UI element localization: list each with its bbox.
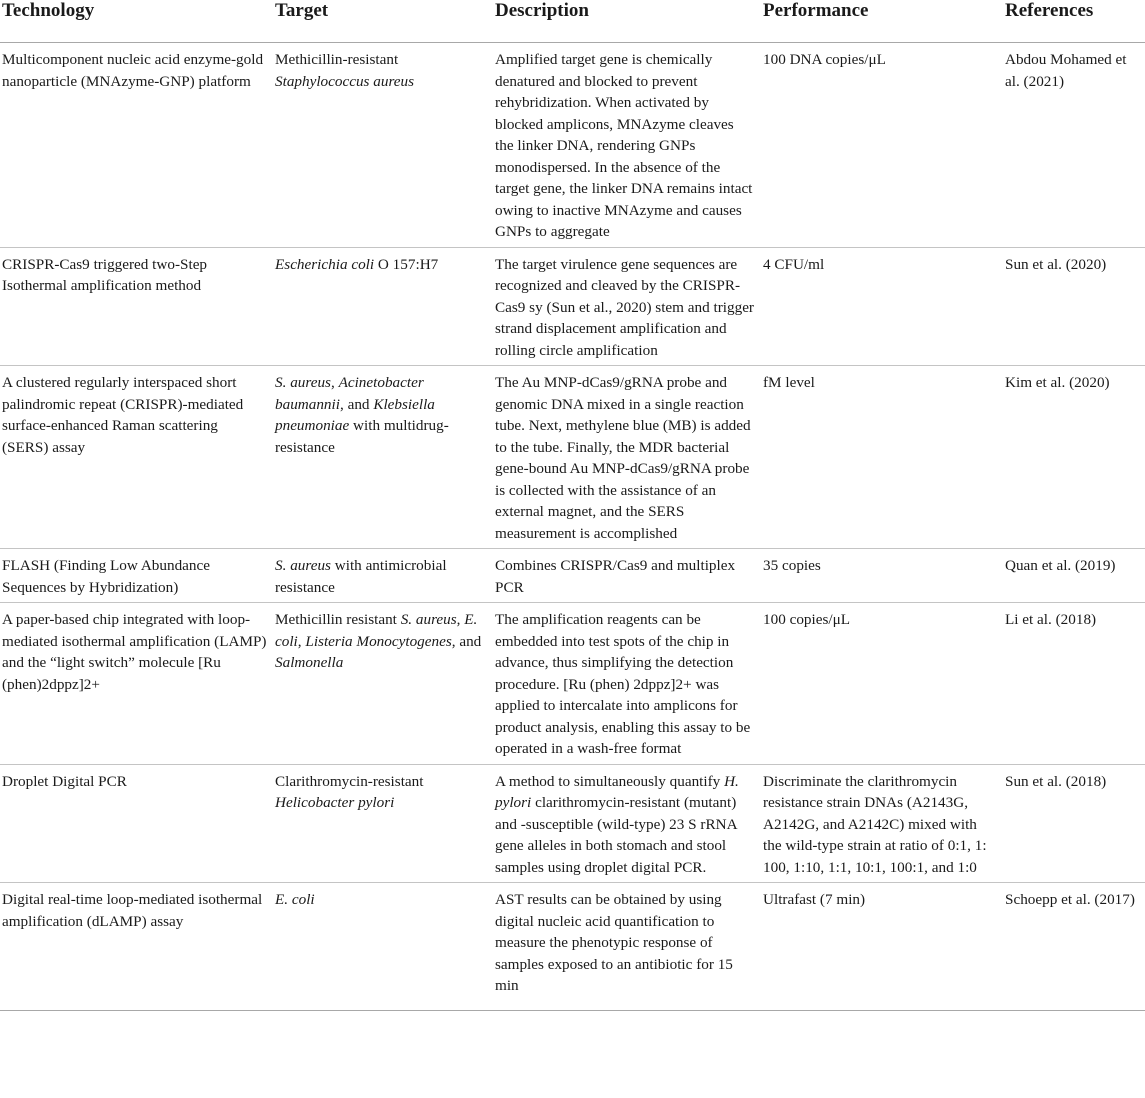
- target-cell-segment: O 157:H7: [374, 255, 439, 273]
- target-cell-segment: Acinetobacter baumannii: [275, 374, 424, 413]
- performance-cell: 4 CFU/ml: [761, 247, 1003, 366]
- performance-cell: Discriminate the clarithromycin resistance strain DNAs (A2143G, A2142G, and A2142C) mixed with the wild-type strain at ratio of 0:1, 1: 100, 1:10, 1:1, 10:1, 100:1, and 1:0: [761, 764, 1003, 883]
- target-cell-segment: Escherichia coli: [275, 255, 375, 273]
- references-cell: Sun et al. (2020): [1003, 247, 1145, 366]
- performance-cell: fM level: [761, 366, 1003, 549]
- table-row: [0, 764, 1145, 883]
- table-row: [0, 883, 1145, 1011]
- target-cell-segment: Klebsiella pneumoniae: [275, 395, 435, 434]
- table-row: [0, 549, 1145, 603]
- header-references: References: [1003, 0, 1145, 43]
- performance-cell: Ultrafast (7 min): [761, 883, 1003, 1011]
- performance-cell: 100 copies/μL: [761, 603, 1003, 765]
- description-cell-segment: Combines CRISPR/Cas9 and multiplex PCR: [495, 557, 736, 596]
- target-cell-segment: ,: [297, 632, 306, 650]
- target-cell: [273, 549, 493, 603]
- table-row: [0, 247, 1145, 366]
- technology-cell: CRISPR-Cas9 triggered two-Step Isothermal amplification method: [0, 247, 273, 366]
- description-cell: [493, 43, 761, 248]
- target-cell-segment: with antimicrobial resistance: [275, 557, 447, 596]
- description-cell-segment: The Au MNP-dCas9/gRNA probe and genomic DNA mixed in a single reaction tube. Next, methylene blue (MB) is added to the tube. Finally, the MDR bacterial gene-bound Au MNP-dCas9/gRNA probe is collected with the assistance of an external magnet, and the SERS measurement is accomplished: [495, 374, 751, 542]
- description-cell-segment: The amplification reagents can be embedded into test spots of the chip in advance, thus simplifying the detection procedure. [Ru (phen) 2dppz]2+ was applied to intercalate into amplicons for product analysis, enabling this assay to be operated in a wash-free format: [495, 611, 751, 757]
- target-cell-segment: E. coli: [275, 891, 315, 908]
- table-row: [0, 603, 1145, 765]
- target-cell-segment: S. aureus: [275, 374, 331, 391]
- description-cell-segment: AST results can be obtained by using digital nucleic acid quantification to measure the phenotypic response of samples exposed to an antibiotic for 15 min: [495, 891, 733, 994]
- target-cell: [273, 366, 493, 549]
- target-cell: [273, 764, 493, 883]
- technology-cell: A clustered regularly interspaced short palindromic repeat (CRISPR)-mediated surface-enhanced Raman scattering (SERS) assay: [0, 366, 273, 549]
- performance-cell: 100 DNA copies/μL: [761, 43, 1003, 248]
- target-cell-segment: ,: [330, 374, 339, 391]
- target-cell-segment: S. aureus: [400, 611, 457, 628]
- target-cell: [273, 247, 493, 366]
- header-technology: Technology: [0, 0, 273, 43]
- description-cell-segment: The target virulence gene sequences are recognized and cleaved by the CRISPR-Cas9 sy (Sun et al., 2020) stem and trigger strand displacement amplification and rolling circle amplification: [495, 255, 754, 359]
- description-cell: [493, 883, 761, 1011]
- header-description: Description: [493, 0, 761, 43]
- header-row: [0, 0, 1145, 43]
- description-cell-segment: H. pylori: [495, 772, 739, 811]
- target-cell-segment: S. aureus: [275, 557, 331, 574]
- target-cell-segment: Listeria Monocytogenes: [305, 632, 452, 650]
- description-cell: [493, 603, 761, 765]
- technology-cell: Multicomponent nucleic acid enzyme-gold nanoparticle (MNAzyme-GNP) platform: [0, 43, 273, 248]
- target-cell-segment: Clarithromycin-resistant: [275, 772, 424, 790]
- description-cell-segment: Amplified target gene is chemically denatured and blocked to prevent rehybridization. When activated by blocked amplicons, MNAzyme cleaves the linker DNA, rendering GNPs monodispersed. In the absence of the target gene, the linker DNA remains intact owing to inactive MNAzyme and causes GNPs to aggregate: [495, 51, 753, 240]
- table-row: [0, 43, 1145, 248]
- table-row: [0, 366, 1145, 549]
- technology-cell: A paper-based chip integrated with loop-mediated isothermal amplification (LAMP) and the “light switch” molecule [Ru (phen)2dppz]2+: [0, 603, 273, 765]
- target-cell: [273, 883, 493, 1011]
- references-cell: Li et al. (2018): [1003, 603, 1145, 765]
- references-cell: Sun et al. (2018): [1003, 764, 1145, 883]
- target-cell-segment: E. coli: [275, 611, 478, 650]
- target-cell-segment: , and: [339, 395, 374, 413]
- technology-cell: FLASH (Finding Low Abundance Sequences by Hybridization): [0, 549, 273, 603]
- target-cell-segment: ,: [456, 611, 465, 628]
- target-cell-segment: Staphylococcus aureus: [275, 72, 415, 90]
- references-cell: Kim et al. (2020): [1003, 366, 1145, 549]
- description-cell: [493, 764, 761, 883]
- header-performance: Performance: [761, 0, 1003, 43]
- description-cell-segment: A method to simultaneously quantify: [495, 772, 725, 790]
- target-cell-segment: Salmonella: [275, 654, 344, 671]
- description-cell: [493, 366, 761, 549]
- description-cell-segment: clarithromycin-resistant (mutant) and -susceptible (wild-type) 23 S rRNA gene alleles in both stomach and stool samples using droplet digital PCR.: [495, 794, 737, 876]
- description-cell: [493, 247, 761, 366]
- performance-cell: 35 copies: [761, 549, 1003, 603]
- target-cell-segment: Methicillin resistant: [275, 611, 401, 628]
- target-cell-segment: Methicillin-resistant: [275, 51, 399, 68]
- target-cell-segment: , and: [451, 632, 482, 650]
- technology-cell: Digital real-time loop-mediated isothermal amplification (dLAMP) assay: [0, 883, 273, 1011]
- technology-cell: Droplet Digital PCR: [0, 764, 273, 883]
- target-cell-segment: with multidrug-resistance: [275, 417, 449, 456]
- header-target: Target: [273, 0, 493, 43]
- target-cell: [273, 43, 493, 248]
- references-cell: Abdou Mohamed et al. (2021): [1003, 43, 1145, 248]
- references-cell: Schoepp et al. (2017): [1003, 883, 1145, 1011]
- table-body: [0, 43, 1145, 1011]
- description-cell: [493, 549, 761, 603]
- target-cell: [273, 603, 493, 765]
- target-cell-segment: Helicobacter pylori: [275, 794, 395, 811]
- references-cell: Quan et al. (2019): [1003, 549, 1145, 603]
